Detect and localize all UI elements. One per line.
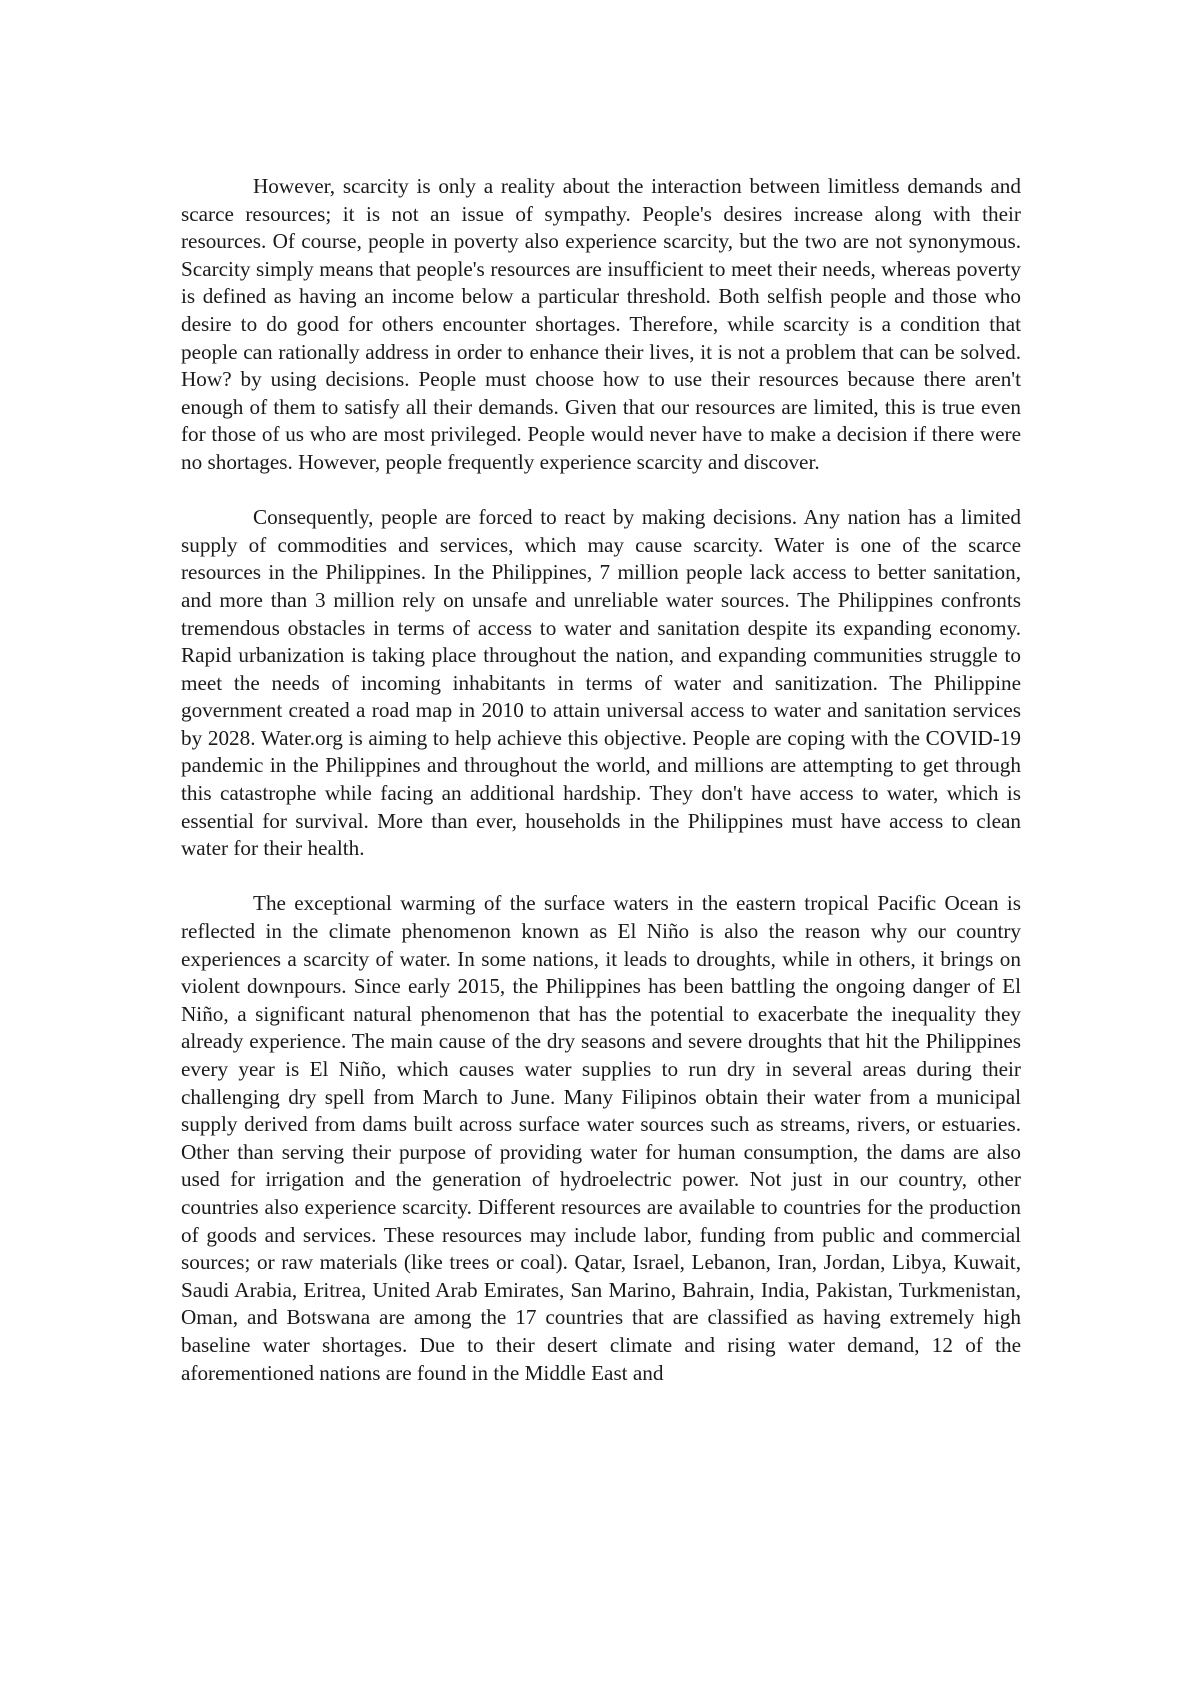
document-body [181, 173, 1021, 1387]
paragraph-el-nino: The exceptional warming of the surface waters in the eastern tropical Pacific Ocean is reflected in the climate phenomenon known as El Niño is also the reason why our country experiences a scarcity of water. In some nations, it leads to droughts, while in others, it brings on violent downpours. Since early 2015, the Philippines has been battling the ongoing danger of El Niño, a significant natural phenomenon that has the potential to exacerbate the inequality they already experience. The main cause of the dry seasons and severe droughts that hit the Philippines every year is El Niño, which causes water supplies to run dry in several areas during their challenging dry spell from March to June. Many Filipinos obtain their water from a municipal supply derived from dams built across surface water sources such as streams, rivers, or estuaries. Other than serving their purpose of providing water for human consumption, the dams are also used for irrigation and the generation of hydroelectric power. Not just in our country, other countries also experience scarcity. Different resources are available to countries for the production of goods and services. These resources may include labor, funding from public and commercial sources; or raw materials (like trees or coal). Qatar, Israel, Lebanon, Iran, Jordan, Libya, Kuwait, Saudi Arabia, Eritrea, United Arab Emirates, San Marino, Bahrain, India, Pakistan, Turkmenistan, Oman, and Botswana are among the 17 countries that are classified as having extremely high baseline water shortages. Due to their desert climate and rising water demand, 12 of the aforementioned nations are found in the Middle East and [181, 891, 1021, 1385]
paragraph-philippines-water: Consequently, people are forced to react by making decisions. Any nation has a limited supply of commodities and services, which may cause scarcity. Water is one of the scarce resources in the Philippines. In the Philippines, 7 million people lack access to better sanitation, and more than 3 million rely on unsafe and unreliable water sources. The Philippines confronts tremendous obstacles in terms of access to water and sanitation despite its expanding economy. Rapid urbanization is taking place throughout the nation, and expanding communities struggle to meet the needs of incoming inhabitants in terms of water and sanitization. The Philippine government created a road map in 2010 to attain universal access to water and sanitation services by 2028. Water.org is aiming to help achieve this objective. People are coping with the COVID-19 pandemic in the Philippines and throughout the world, and millions are attempting to get through this catastrophe while facing an additional hardship. They don't have access to water, which is essential for survival. More than ever, households in the Philippines must have access to clean water for their health. [181, 505, 1021, 861]
paragraph-scarcity-definition: However, scarcity is only a reality about the interaction between limitless demands and scarce resources; it is not an issue of sympathy. People's desires increase along with their resources. Of course, people in poverty also experience scarcity, but the two are not synonymous. Scarcity simply means that people's resources are insufficient to meet their needs, whereas poverty is defined as having an income below a particular threshold. Both selfish people and those who desire to do good for others encounter shortages. Therefore, while scarcity is a condition that people can rationally address in order to enhance their lives, it is not a problem that can be solved. How? by using decisions. People must choose how to use their resources because there aren't enough of them to satisfy all their demands. Given that our resources are limited, this is true even for those of us who are most privileged. People would never have to make a decision if there were no shortages. However, people frequently experience scarcity and discover. [181, 174, 1021, 474]
